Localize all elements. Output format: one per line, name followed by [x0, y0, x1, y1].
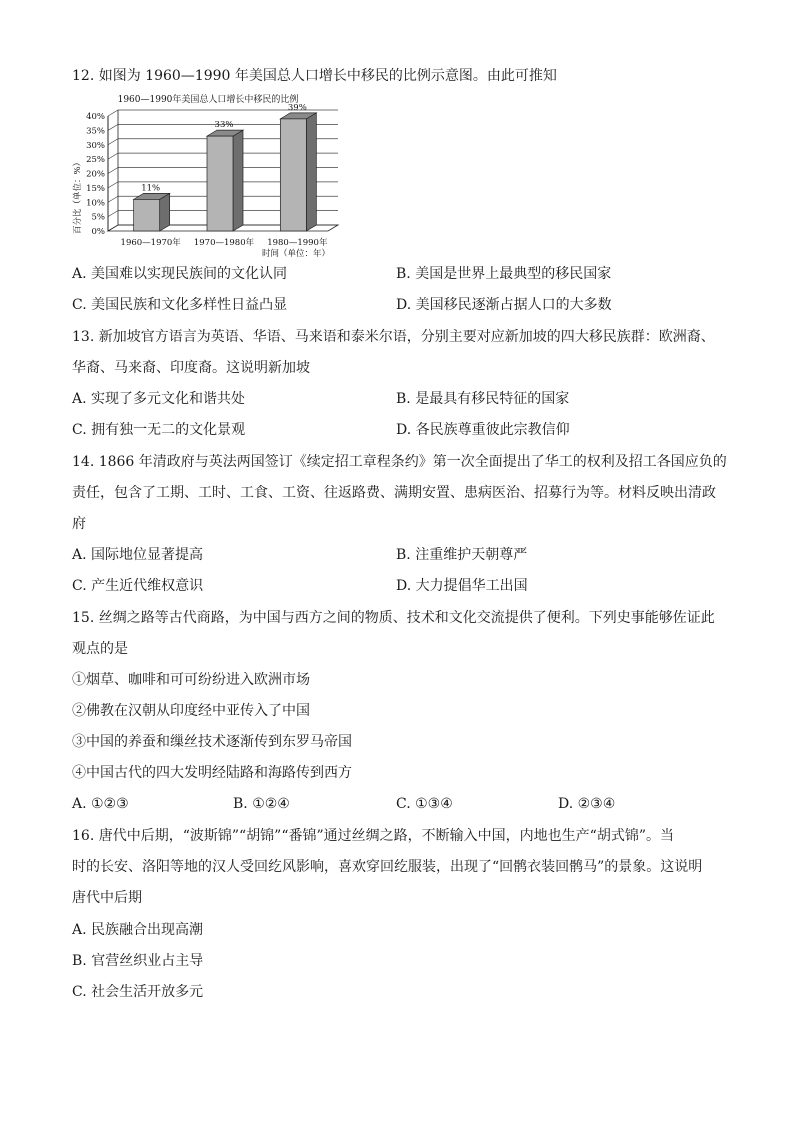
bar-value-label: 33% — [214, 120, 234, 131]
x-tick-label: 1970—1980年 — [193, 238, 255, 248]
grid-depth-line — [108, 124, 118, 130]
y-tick-label: 5% — [91, 212, 105, 223]
q13-option-b[interactable]: B. 是最具有移民特征的国家 — [396, 391, 570, 407]
q13-stem-line1: 13. 新加坡官方语言为英语、华语、马来语和泰米尔语，分别主要对应新加坡的四大移民族群：欧洲裔、 — [72, 329, 715, 345]
q14-option-a[interactable]: A. 国际地位显著提高 — [72, 547, 204, 563]
q16-option-c[interactable]: C. 社会生活开放多元 — [72, 984, 204, 1000]
q15-option-a[interactable]: A. ①②③ — [72, 796, 129, 812]
immigration-bar-chart — [68, 88, 358, 260]
q15-item-2: ②佛教在汉朝从印度经中亚传入了中国 — [72, 703, 310, 719]
q13-stem-line2: 华裔、马来裔、印度裔。这说明新加坡 — [72, 360, 310, 376]
q15-option-b[interactable]: B. ①②④ — [233, 796, 290, 812]
grid-depth-line — [108, 110, 118, 116]
grid-depth-line — [108, 182, 118, 188]
q12-option-a[interactable]: A. 美国难以实现民族间的文化认同 — [72, 266, 288, 282]
q14-stem-line1: 14. 1866 年清政府与英法两国签订《续定招工章程条约》第一次全面提出了华工的权利及招工各国应负的 — [72, 454, 727, 470]
x-tick-label: 1980—1990年 — [267, 238, 328, 248]
y-tick-label: 10% — [86, 198, 105, 209]
q16-stem-line2: 时的长安、洛阳等地的汉人受回纥风影响，喜欢穿回纥服装，出现了“回鹘衣装回鹘马”的景象。这说明 — [72, 859, 703, 875]
bar-side — [160, 193, 170, 231]
q16-stem-line3: 唐代中后期 — [72, 890, 142, 906]
q13-option-a[interactable]: A. 实现了多元文化和谐共处 — [72, 391, 246, 407]
bar-side — [306, 113, 316, 231]
y-tick-label: 0% — [91, 227, 105, 237]
q15-stem-line2: 观点的是 — [72, 641, 128, 657]
grid-depth-line — [108, 211, 118, 217]
bar — [207, 136, 233, 231]
grid-depth-line — [108, 139, 118, 145]
y-tick-label: 30% — [86, 140, 105, 151]
q15-item-4: ④中国古代的四大发明经陆路和海路传到西方 — [72, 765, 352, 781]
q14-stem-line3: 府 — [72, 516, 86, 532]
bar — [280, 119, 306, 231]
q14-option-d[interactable]: D. 大力提倡华工出国 — [396, 578, 528, 594]
y-tick-label: 15% — [86, 183, 105, 194]
q15-option-d[interactable]: D. ②③④ — [558, 796, 616, 812]
y-tick-label: 40% — [86, 112, 105, 122]
q13-option-c[interactable]: C. 拥有独一无二的文化景观 — [72, 422, 246, 438]
bar-side — [233, 130, 243, 231]
x-tick-label: 1960—1970年 — [120, 238, 181, 248]
bar-value-label: 11% — [141, 183, 161, 194]
y-tick-label: 20% — [86, 169, 105, 180]
grid-depth-line — [108, 153, 118, 159]
q12-option-c[interactable]: C. 美国民族和文化多样性日益凸显 — [72, 297, 288, 313]
q14-option-c[interactable]: C. 产生近代维权意识 — [72, 578, 204, 594]
q15-option-c[interactable]: C. ①③④ — [396, 796, 453, 812]
grid-depth-line — [108, 196, 118, 202]
q15-stem-line1: 15. 丝绸之路等古代商路，为中国与西方之间的物质、技术和文化交流提供了便利。下列史事能够佐证此 — [72, 610, 715, 626]
grid-depth-line — [108, 168, 118, 174]
q16-option-a[interactable]: A. 民族融合出现高潮 — [72, 922, 204, 938]
q13-option-d[interactable]: D. 各民族尊重彼此宗教信仰 — [396, 422, 570, 438]
q15-item-3: ③中国的养蚕和缫丝技术逐渐传到东罗马帝国 — [72, 734, 352, 750]
y-tick-label: 25% — [86, 155, 105, 166]
q12-stem: 12. 如图为 1960—1990 年美国总人口增长中移民的比例示意图。由此可推知 — [72, 68, 557, 84]
q16-option-b[interactable]: B. 官营丝织业占主导 — [72, 953, 204, 969]
chart-xlabel: 时间（单位：年） — [261, 249, 331, 259]
bar — [134, 199, 160, 231]
chart-ylabel: 百分比（单位：%） — [73, 157, 83, 235]
q14-option-b[interactable]: B. 注重维护天朝尊严 — [396, 547, 528, 563]
bar-value-label: 39% — [287, 102, 307, 113]
q15-item-1: ①烟草、咖啡和可可纷纷进入欧洲市场 — [72, 672, 310, 688]
chart-title: 1960—1990年美国总人口增长中移民的比例 — [117, 95, 299, 105]
y-tick-label: 35% — [86, 126, 105, 137]
chart-bars — [134, 113, 317, 231]
q14-stem-line2: 责任，包含了工期、工时、工食、工资、往返路费、满期安置、患病医治、招募行为等。材料反映出清政 — [72, 485, 716, 501]
q12-option-b[interactable]: B. 美国是世界上最典型的移民国家 — [396, 266, 612, 282]
q16-stem-line1: 16. 唐代中后期，“波斯锦”“胡锦”“番锦”通过丝绸之路，不断输入中国，内地也生产“胡式锦”。当 — [72, 828, 674, 844]
q12-option-d[interactable]: D. 美国移民逐渐占据人口的大多数 — [396, 297, 612, 313]
